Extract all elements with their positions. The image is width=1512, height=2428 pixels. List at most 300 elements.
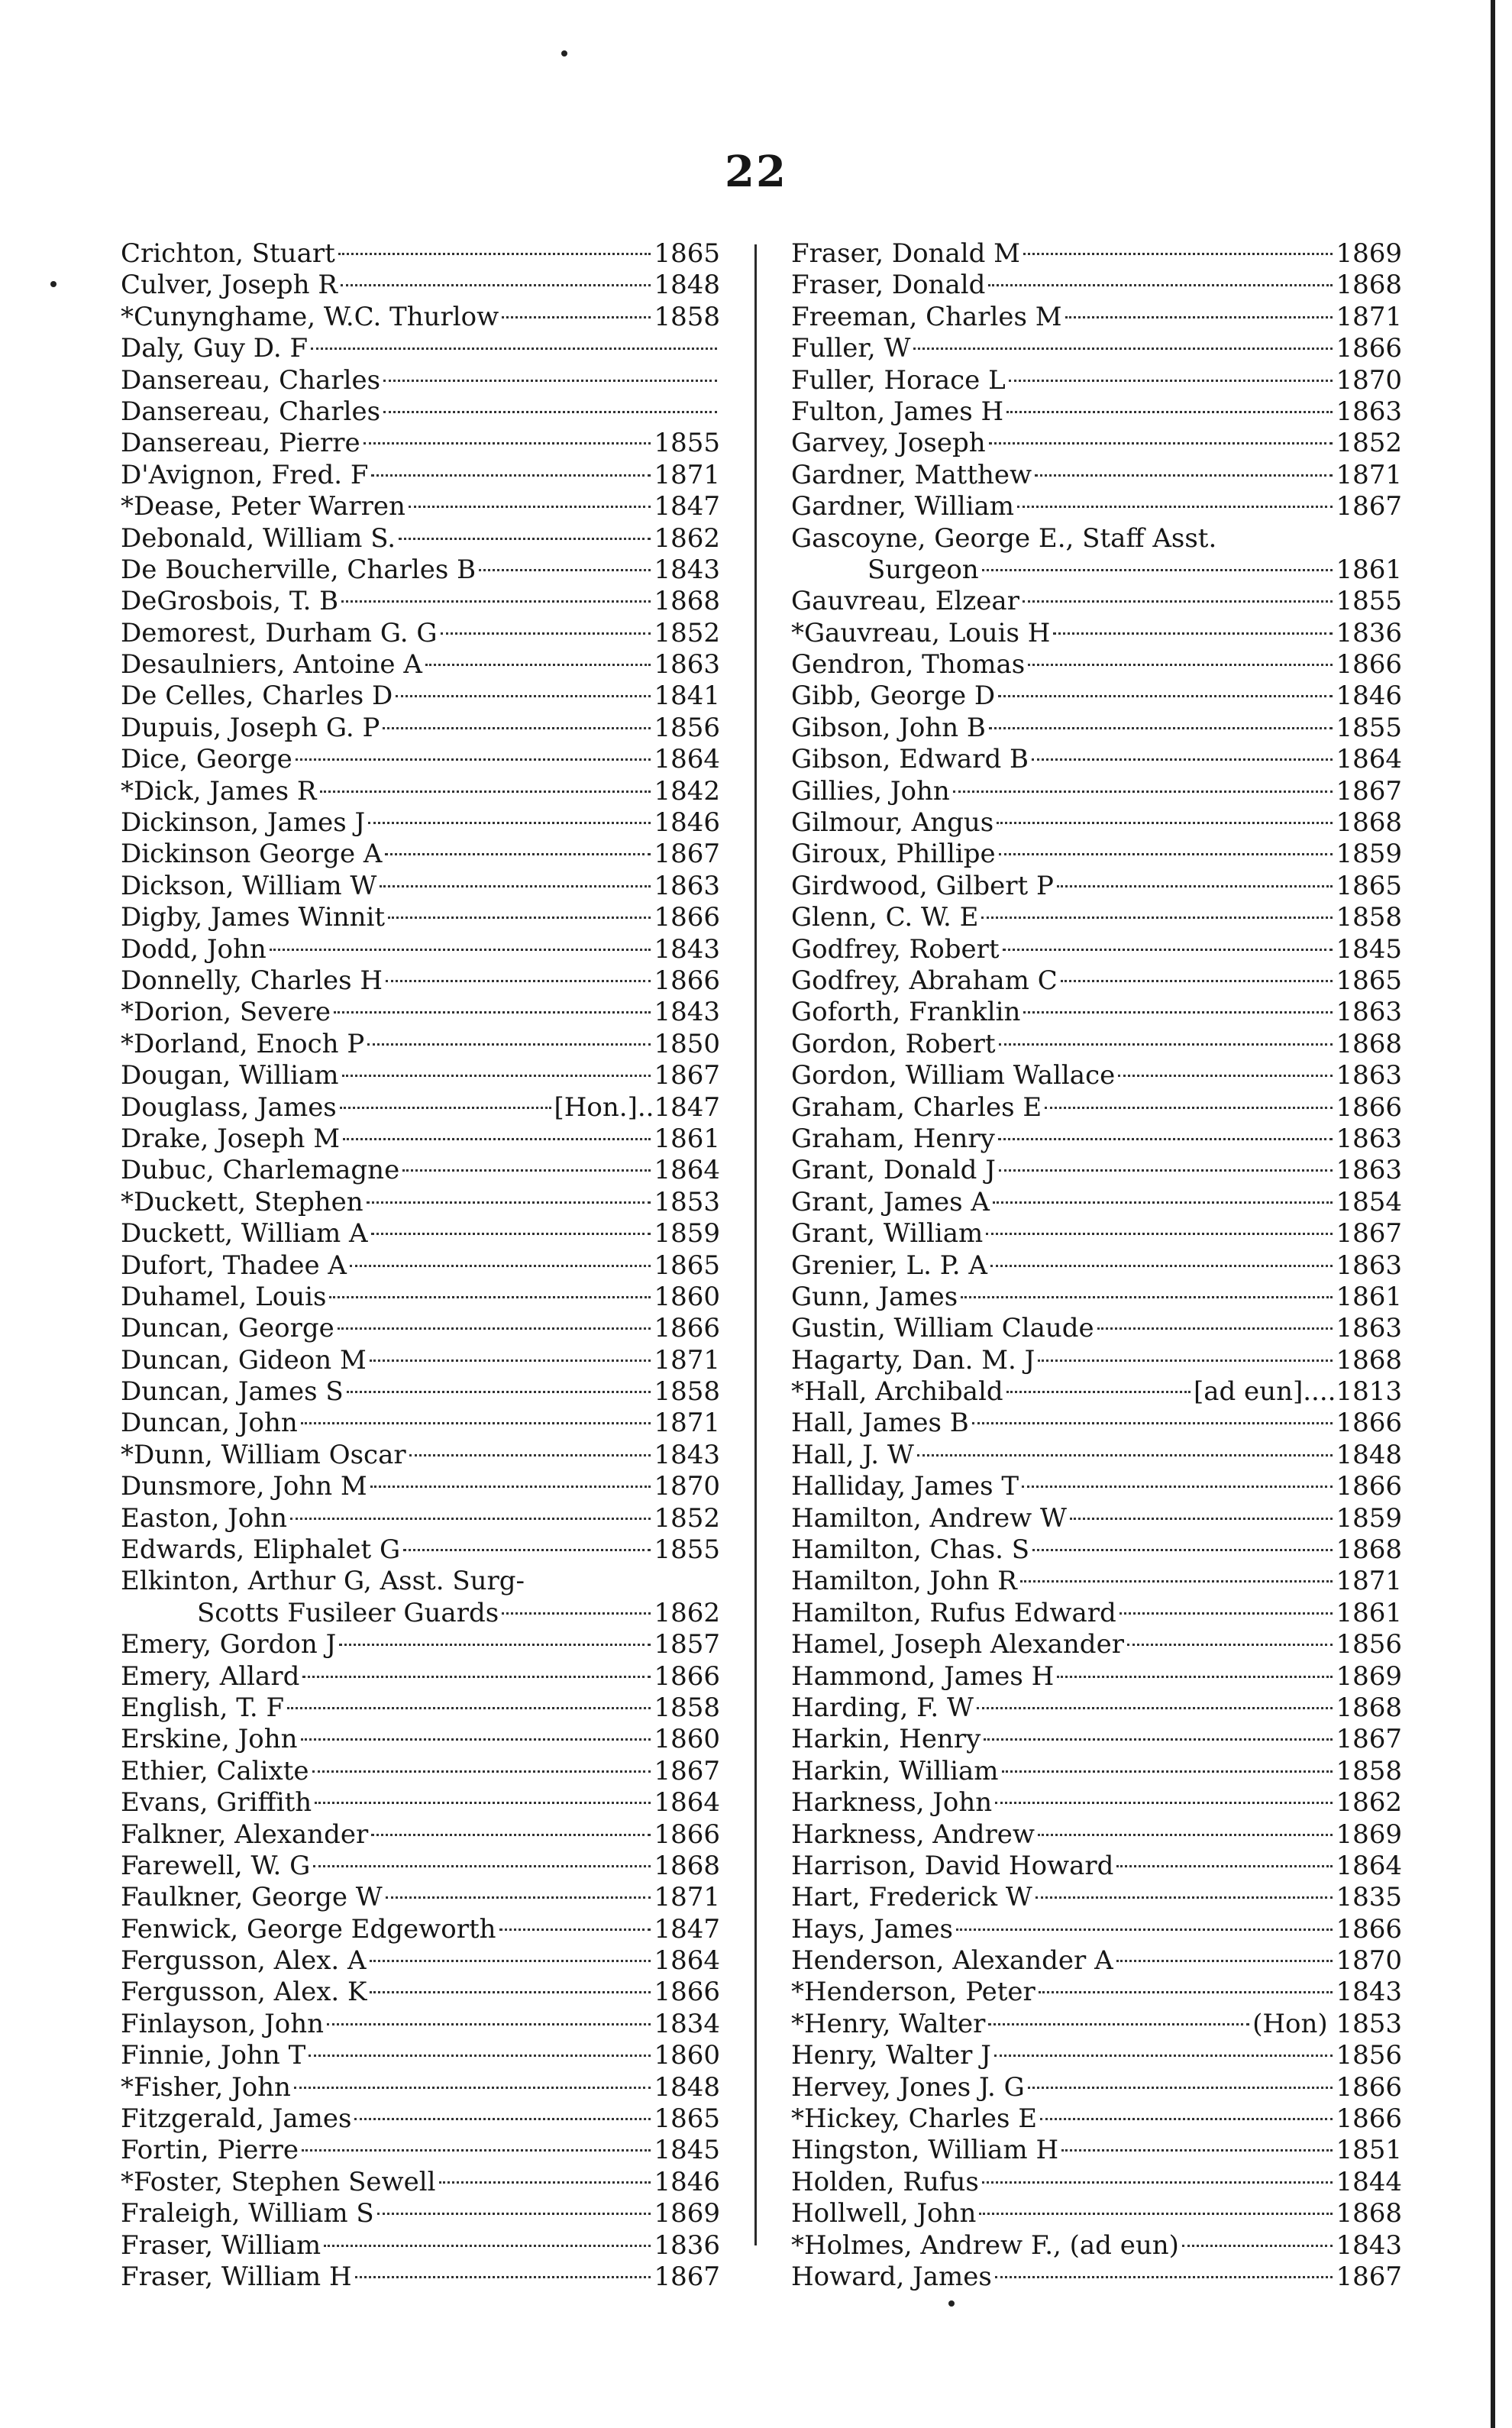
entry-year: 1843 — [1336, 1977, 1402, 2008]
dot-leader — [1003, 949, 1333, 951]
entry-year: 1868 — [1336, 1692, 1402, 1723]
entry-year: 1866 — [654, 1313, 720, 1344]
entry-name: Dupuis, Joseph G. P — [121, 712, 380, 743]
dot-leader — [371, 474, 651, 477]
entry-year: 1844 — [1336, 2166, 1402, 2197]
dot-leader — [370, 1991, 651, 1993]
entry-name: Faulkner, George W — [121, 1882, 383, 1913]
entry-year: 1846 — [654, 2166, 720, 2197]
entry-name: *Dease, Peter Warren — [121, 491, 405, 522]
entry-year: 1866 — [1336, 1913, 1402, 1945]
entry-name: Harkness, John — [791, 1787, 993, 1819]
entry-name: Gibson, Edward B — [791, 744, 1029, 775]
entry-name: Duckett, William A — [121, 1218, 368, 1250]
entry-name: Finnie, John T — [121, 2040, 306, 2071]
list-entry — [791, 807, 1402, 839]
dot-leader — [301, 1738, 651, 1741]
list-entry — [791, 396, 1402, 428]
entry-name: Scotts Fusileer Guards — [197, 1597, 499, 1628]
dot-leader — [979, 2213, 1333, 2215]
list-entry — [121, 934, 720, 965]
entry-year: 1856 — [1336, 1629, 1402, 1660]
entry-name: Elkinton, Arthur G, Asst. Surg- — [121, 1566, 525, 1597]
entry-name: Easton, John — [121, 1502, 288, 1534]
dot-leader — [989, 727, 1333, 729]
entry-name: Hamilton, John R — [791, 1566, 1017, 1597]
entry-name: Graham, Charles E — [791, 1091, 1042, 1123]
entry-year: 1848 — [1336, 1439, 1402, 1470]
entry-year: 1866 — [654, 902, 720, 933]
dot-leader — [999, 853, 1333, 855]
entry-year: 1861 — [654, 1123, 720, 1154]
dot-leader — [1002, 1770, 1333, 1773]
entry-name: Fraser, Donald M — [791, 238, 1020, 269]
dot-leader — [999, 1169, 1333, 1172]
dot-leader — [270, 949, 651, 951]
entry-name: Fraser, William — [121, 2229, 321, 2261]
entry-name: *Dorland, Enoch P — [121, 1028, 365, 1059]
entry-year: 1870 — [1336, 1945, 1402, 1977]
entry-year: 1859 — [654, 1218, 720, 1250]
entry-name: Hagarty, Dan. M. J — [791, 1344, 1035, 1376]
entry-name: *Dick, James R — [121, 775, 317, 807]
entry-name: Halliday, James T — [791, 1471, 1019, 1502]
list-entry — [121, 2135, 720, 2166]
entry-name: Emery, Allard — [121, 1660, 300, 1692]
entry-name: *Henry, Walter — [791, 2008, 986, 2039]
entry-name: Dubuc, Charlemagne — [121, 1155, 400, 1186]
list-entry — [791, 1092, 1402, 1123]
list-entry — [121, 1503, 720, 1534]
entry-year: (Hon) 1853 — [1252, 2008, 1402, 2039]
dot-leader — [1057, 885, 1333, 887]
entry-year: 1867 — [1336, 2261, 1402, 2292]
list-entry — [121, 1882, 720, 1913]
dot-leader — [386, 1896, 651, 1899]
entry-year: 1863 — [1336, 1313, 1402, 1344]
entry-year: 1848 — [654, 2071, 720, 2103]
entry-name: Grant, William — [791, 1218, 984, 1250]
entry-name: Godfrey, Robert — [791, 933, 1000, 965]
list-entry — [121, 807, 720, 839]
entry-name: Dufort, Thadee A — [121, 1250, 347, 1281]
list-entry — [121, 713, 720, 744]
entry-name: Fuller, W — [791, 333, 911, 364]
entry-year: 1846 — [654, 807, 720, 839]
dot-leader — [363, 442, 651, 445]
dot-leader — [1039, 1991, 1333, 1993]
entry-year: 1871 — [654, 1882, 720, 1913]
dot-leader — [343, 1138, 651, 1140]
list-entry — [791, 2167, 1402, 2198]
entry-name: Dickinson, James J — [121, 807, 366, 839]
entry-name: Fuller, Horace L — [791, 364, 1006, 396]
list-entry — [121, 1029, 720, 1060]
list-entry — [121, 1123, 720, 1155]
entry-year: 1871 — [654, 1344, 720, 1376]
entry-name: Desaulniers, Antoine A — [121, 649, 422, 681]
dot-leader — [368, 822, 651, 824]
entry-name: Freeman, Charles M — [791, 301, 1062, 332]
list-entry — [791, 649, 1402, 681]
entry-year: 1863 — [1336, 1123, 1402, 1154]
entry-year: 1868 — [1336, 270, 1402, 301]
list-entry — [791, 1345, 1402, 1376]
entry-year: 1864 — [654, 744, 720, 775]
dot-leader — [1028, 2087, 1333, 2089]
right-column — [791, 238, 1402, 2293]
dot-leader — [342, 1075, 651, 1077]
entry-name: Holden, Rufus — [791, 2166, 979, 2197]
dot-leader — [439, 2181, 651, 2184]
entry-name: Culver, Joseph R — [121, 270, 338, 301]
list-entry — [791, 1787, 1402, 1819]
entry-name: Evans, Griffith — [121, 1787, 312, 1819]
print-speck — [50, 281, 57, 287]
list-entry — [121, 1756, 720, 1787]
entry-year: 1867 — [1336, 775, 1402, 807]
dot-leader — [388, 917, 651, 919]
list-entry — [791, 1629, 1402, 1660]
list-entry — [121, 523, 720, 554]
list-entry — [791, 491, 1402, 522]
entry-name: Douglass, James — [121, 1091, 337, 1123]
dot-leader — [341, 284, 651, 286]
dot-leader — [984, 1738, 1333, 1741]
dot-leader — [383, 380, 717, 382]
entry-name: Gordon, William Wallace — [791, 1060, 1116, 1091]
dot-leader — [334, 1011, 651, 1014]
list-entry — [791, 871, 1402, 902]
dot-leader — [961, 1296, 1333, 1298]
entry-year: 1846 — [1336, 681, 1402, 712]
entry-year: 1869 — [654, 2198, 720, 2229]
dot-leader — [988, 284, 1333, 286]
list-entry — [791, 1155, 1402, 1186]
entry-name: Gibson, John B — [791, 712, 986, 743]
entry-name: Falkner, Alexander — [121, 1819, 369, 1850]
list-entry — [121, 333, 720, 364]
entry-year: 1858 — [654, 1376, 720, 1408]
entry-name: Grant, Donald J — [791, 1155, 996, 1186]
entry-year: 1865 — [654, 1250, 720, 1281]
entry-year: 1863 — [1336, 1250, 1402, 1281]
entry-year: 1835 — [1336, 1882, 1402, 1913]
entry-year: 1858 — [654, 1692, 720, 1723]
dot-leader — [350, 1265, 651, 1267]
dot-leader — [1009, 380, 1333, 382]
entry-year: 1866 — [1336, 649, 1402, 681]
dot-leader — [302, 2149, 651, 2152]
entry-year: 1866 — [1336, 2071, 1402, 2103]
entry-name: Dickinson George A — [121, 839, 383, 870]
entry-name: Fenwick, George Edgeworth — [121, 1913, 496, 1945]
list-entry — [121, 965, 720, 997]
dot-leader — [1070, 1518, 1333, 1520]
dot-leader — [1028, 664, 1333, 666]
entry-name: Hamel, Joseph Alexander — [791, 1629, 1124, 1660]
list-entry — [791, 554, 1402, 586]
entry-name: De Boucherville, Charles B — [121, 554, 477, 585]
dot-leader — [399, 538, 651, 540]
entry-name: Dansereau, Pierre — [121, 428, 360, 459]
entry-year: 1864 — [1336, 744, 1402, 775]
dot-leader — [986, 1233, 1333, 1235]
list-entry — [121, 2072, 720, 2103]
dot-leader — [1045, 1107, 1333, 1109]
entry-year: 1867 — [654, 2261, 720, 2292]
list-entry — [121, 1692, 720, 1724]
list-entry — [121, 1187, 720, 1218]
entry-year: 1863 — [1336, 997, 1402, 1028]
entry-year: 1865 — [1336, 965, 1402, 996]
list-entry — [791, 1598, 1402, 1629]
dot-leader — [340, 1107, 551, 1109]
list-entry — [791, 1250, 1402, 1282]
entry-year: 1858 — [1336, 902, 1402, 933]
list-entry — [121, 1376, 720, 1408]
list-entry — [791, 2230, 1402, 2261]
entry-name: Surgeon — [867, 554, 979, 585]
entry-year: 1852 — [654, 617, 720, 648]
entry-year: 1866 — [654, 1660, 720, 1692]
entry-name: Donnelly, Charles H — [121, 965, 383, 996]
entry-year: 1834 — [654, 2008, 720, 2039]
entry-year: 1868 — [1336, 2198, 1402, 2229]
dot-leader — [1022, 1486, 1333, 1488]
dot-leader — [311, 348, 717, 350]
entry-year: 1871 — [1336, 301, 1402, 332]
list-entry — [791, 302, 1402, 333]
list-entry — [121, 1661, 720, 1692]
list-entry — [121, 1345, 720, 1376]
dot-leader — [371, 1834, 651, 1836]
dot-leader — [1035, 474, 1333, 477]
entry-name: Gordon, Robert — [791, 1028, 996, 1059]
dot-leader — [1119, 1612, 1333, 1615]
list-entry — [791, 586, 1402, 617]
entry-name: Crichton, Stuart — [121, 238, 335, 269]
entry-name: Emery, Gordon J — [121, 1629, 337, 1660]
list-entry — [791, 776, 1402, 807]
entry-year: 1845 — [1336, 933, 1402, 965]
list-entry — [791, 1534, 1402, 1566]
entry-name: *Henderson, Peter — [791, 1977, 1035, 2008]
entry-year: 1865 — [654, 2103, 720, 2135]
list-entry — [791, 965, 1402, 997]
entry-name: Hart, Frederick W — [791, 1882, 1032, 1913]
entry-name: *Fisher, John — [121, 2071, 291, 2103]
dot-leader — [913, 348, 1333, 350]
entry-name: Gillies, John — [791, 775, 950, 807]
entry-year: 1867 — [1336, 491, 1402, 522]
entry-year: 1866 — [654, 1819, 720, 1850]
entry-name: Drake, Joseph M — [121, 1123, 341, 1154]
entry-name: Hamilton, Andrew W — [791, 1502, 1068, 1534]
dot-leader — [341, 600, 651, 603]
entry-year: 1855 — [1336, 586, 1402, 617]
list-entry — [121, 1092, 720, 1123]
list-entry — [121, 1598, 720, 1629]
dot-leader — [977, 1707, 1333, 1709]
list-entry — [791, 681, 1402, 712]
entry-name: Hollwell, John — [791, 2198, 977, 2229]
dot-leader — [502, 1612, 651, 1615]
dot-leader — [502, 316, 651, 318]
list-entry — [791, 744, 1402, 775]
list-entry — [121, 1629, 720, 1660]
dot-leader — [312, 1770, 651, 1773]
list-entry — [791, 238, 1402, 270]
entry-year: 1859 — [1336, 839, 1402, 870]
entry-name: Grant, James A — [791, 1186, 990, 1217]
entry-year: 1866 — [654, 965, 720, 996]
list-entry — [791, 1471, 1402, 1502]
list-entry — [791, 1029, 1402, 1060]
entry-year: 1871 — [1336, 459, 1402, 490]
entry-name: Howard, James — [791, 2261, 992, 2292]
dot-leader — [327, 2023, 651, 2025]
entry-name: Fergusson, Alex. A — [121, 1945, 367, 1977]
dot-leader — [315, 1802, 651, 1804]
list-entry — [121, 1787, 720, 1819]
entry-year: 1871 — [654, 1408, 720, 1439]
dot-leader — [309, 2055, 651, 2057]
page-edge-line — [1491, 0, 1495, 2428]
list-entry — [791, 2135, 1402, 2166]
entry-year: 1864 — [654, 1945, 720, 1977]
entry-name: Harkin, Henry — [791, 1724, 981, 1755]
list-entry — [121, 997, 720, 1028]
entry-name: Girdwood, Gilbert P — [791, 870, 1054, 901]
dot-leader — [995, 2276, 1333, 2278]
entry-name: *Foster, Stephen Sewell — [121, 2166, 436, 2197]
entry-name: Dickson, William W — [121, 870, 377, 901]
dot-leader — [338, 253, 651, 255]
dot-leader — [367, 1043, 651, 1046]
entry-name: Dansereau, Charles — [121, 364, 381, 396]
list-entry — [791, 1060, 1402, 1091]
entry-year: 1863 — [1336, 1060, 1402, 1091]
entry-name: Garvey, Joseph — [791, 428, 986, 459]
entry-name: Gascoyne, George E., Staff Asst. — [791, 522, 1217, 554]
dot-leader — [1116, 1865, 1333, 1867]
entry-name: Digby, James Winnit — [121, 902, 386, 933]
list-entry — [791, 1724, 1402, 1755]
entry-name: *Hickey, Charles E — [791, 2103, 1038, 2135]
entry-name: Dice, George — [121, 744, 292, 775]
entry-name: Godfrey, Abraham C — [791, 965, 1058, 996]
entry-year: 1857 — [654, 1629, 720, 1660]
entry-year: 1842 — [654, 775, 720, 807]
dot-leader — [1057, 1676, 1333, 1678]
entry-name: Giroux, Phillipe — [791, 839, 996, 870]
entry-name: Grenier, L. P. A — [791, 1250, 987, 1281]
list-entry — [121, 649, 720, 681]
entry-name: Ethier, Calixte — [121, 1755, 309, 1786]
entry-year: 1852 — [1336, 428, 1402, 459]
list-entry — [791, 365, 1402, 396]
entry-name: Demorest, Durham G. G — [121, 617, 438, 648]
dot-leader — [993, 1201, 1333, 1204]
dot-leader — [479, 569, 651, 571]
entry-name: Duncan, John — [121, 1408, 298, 1439]
list-entry — [121, 1408, 720, 1439]
list-entry — [791, 1218, 1402, 1250]
list-entry — [791, 902, 1402, 933]
entry-year: 1847 — [654, 491, 720, 522]
list-entry — [121, 2103, 720, 2135]
dot-leader — [1127, 1644, 1333, 1646]
list-entry — [791, 2040, 1402, 2071]
list-entry — [121, 1440, 720, 1471]
list-entry — [121, 396, 720, 428]
list-entry — [121, 1851, 720, 1882]
entry-year: 1867 — [654, 1060, 720, 1091]
entry-name: Fortin, Pierre — [121, 2135, 299, 2166]
entry-year: 1862 — [654, 1597, 720, 1628]
entry-name: Gilmour, Angus — [791, 807, 994, 839]
entry-year: 1868 — [1336, 1344, 1402, 1376]
list-entry — [791, 2261, 1402, 2293]
dot-leader — [296, 758, 651, 761]
dot-leader — [301, 1422, 651, 1424]
entry-name: Duncan, George — [121, 1313, 334, 1344]
list-entry — [791, 618, 1402, 649]
entry-year: 1866 — [1336, 1091, 1402, 1123]
dot-leader — [1053, 632, 1333, 635]
list-entry — [791, 1945, 1402, 1977]
column-divider — [754, 244, 757, 2245]
entry-year: 1856 — [1336, 2040, 1402, 2071]
entry-name: Hays, James — [791, 1913, 953, 1945]
entry-name: Harding, F. W — [791, 1692, 974, 1723]
entry-name: Finlayson, John — [121, 2008, 325, 2039]
dot-leader — [994, 2055, 1333, 2057]
dot-leader — [385, 853, 651, 855]
list-entry — [121, 871, 720, 902]
entry-name: Goforth, Franklin — [791, 997, 1021, 1028]
entry-year: 1865 — [1336, 870, 1402, 901]
entry-year: 1868 — [654, 1850, 720, 1881]
entry-name: Gardner, Matthew — [791, 459, 1032, 490]
list-entry — [121, 586, 720, 617]
dot-leader — [1006, 411, 1333, 413]
dot-leader — [1032, 1549, 1333, 1551]
list-entry — [791, 997, 1402, 1028]
entry-year: 1868 — [1336, 1534, 1402, 1566]
entry-year: 1869 — [1336, 238, 1402, 269]
dot-leader — [1023, 600, 1333, 603]
entry-year: 1843 — [654, 997, 720, 1028]
entry-year: 1836 — [654, 2229, 720, 2261]
dot-leader — [1035, 1896, 1333, 1899]
entry-year: 1845 — [654, 2135, 720, 2166]
entry-name: Graham, Henry — [791, 1123, 995, 1154]
list-entry — [121, 1060, 720, 1091]
dot-leader — [355, 2276, 651, 2278]
dot-leader — [383, 411, 717, 413]
list-entry — [121, 1724, 720, 1755]
entry-name: Henry, Walter J — [791, 2040, 991, 2071]
entry-year: 1864 — [1336, 1850, 1402, 1881]
dot-leader — [290, 1518, 651, 1520]
entry-year: 1860 — [654, 1724, 720, 1755]
entry-name: Duhamel, Louis — [121, 1281, 327, 1312]
list-entry — [121, 270, 720, 301]
dot-leader — [1038, 1359, 1333, 1362]
dot-leader — [1182, 2245, 1333, 2247]
